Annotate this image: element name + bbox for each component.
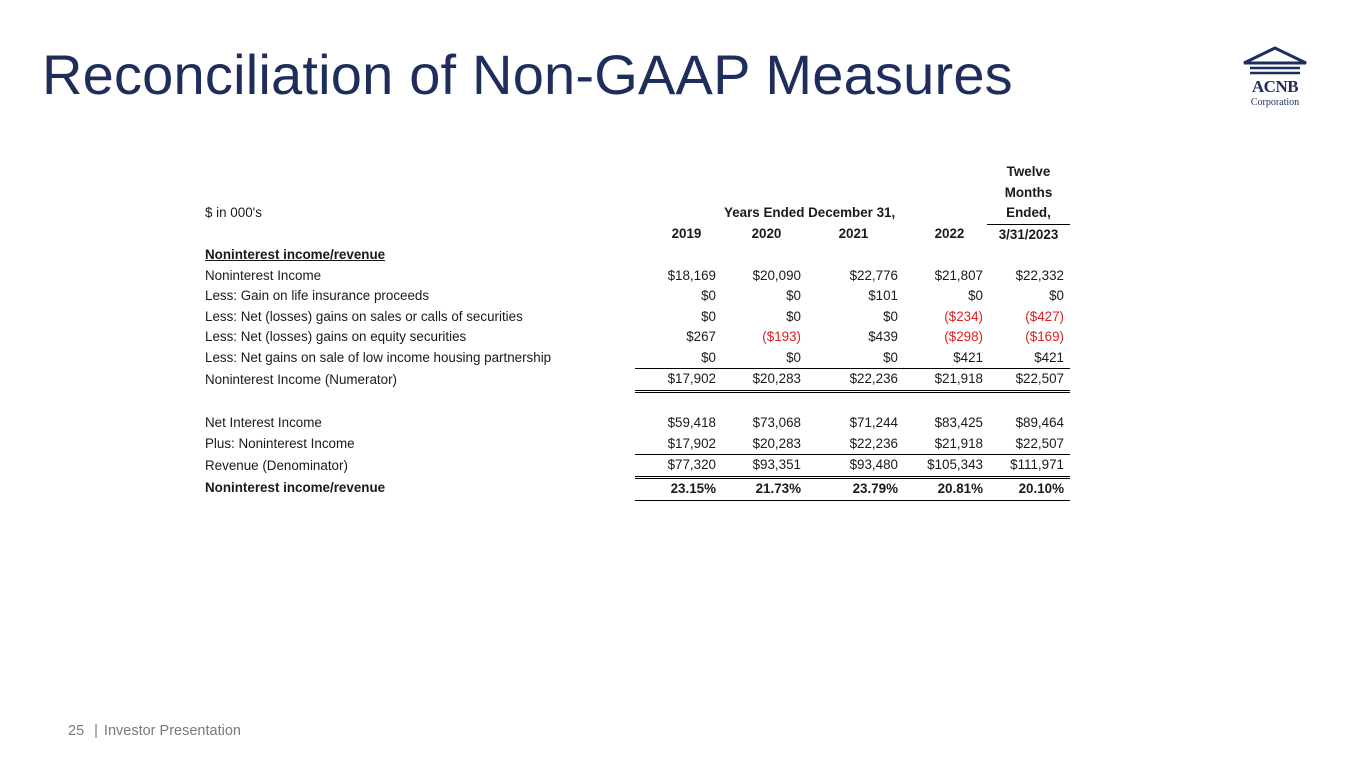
row-label: Noninterest income/revenue [205, 480, 386, 496]
cell: $59,418 [667, 415, 716, 430]
ttm-header-line-1: Twelve [1006, 164, 1051, 179]
table-row [205, 477, 1070, 500]
column-header: 2019 [671, 226, 702, 242]
cell: $73,068 [752, 415, 801, 430]
row-label: Net Interest Income [205, 415, 322, 430]
row-label: Plus: Noninterest Income [205, 435, 355, 451]
cell: $21,918 [902, 369, 987, 392]
section-title: Noninterest income/revenue [205, 247, 386, 262]
cell: $17,902 [635, 369, 720, 392]
unit-label: $ in 000's [205, 205, 262, 221]
cell: $22,507 [1015, 435, 1064, 451]
cell: $439 [868, 329, 898, 344]
cell: $20,090 [752, 267, 801, 283]
cell: $22,507 [987, 369, 1070, 392]
column-header: 2021 [838, 226, 869, 242]
cell: $22,332 [1015, 267, 1064, 283]
page-title: Reconciliation of Non-GAAP Measures [42, 43, 1013, 106]
table-row [205, 327, 1070, 348]
cell: $18,169 [667, 267, 716, 283]
cell: $93,351 [720, 455, 805, 478]
cell: $0 [1049, 288, 1064, 303]
table-row [205, 369, 1070, 392]
cell: $0 [883, 308, 898, 324]
logo-subtitle: Corporation [1250, 97, 1300, 108]
table-row [205, 286, 1070, 307]
cell: $20,283 [720, 369, 805, 392]
row-label: Less: Gain on life insurance proceeds [205, 288, 430, 303]
cell: ($193) [762, 329, 801, 344]
row-label: Less: Net (losses) gains on equity securities [205, 329, 467, 344]
cell: $71,244 [849, 415, 898, 430]
cell: $0 [786, 349, 801, 365]
cell: $0 [701, 308, 716, 324]
row-label: Noninterest Income (Numerator) [205, 371, 398, 387]
cell: 23.15% [635, 477, 720, 500]
reconciliation-table [205, 162, 1070, 501]
cell: 20.81% [902, 477, 987, 500]
cell: $0 [968, 288, 983, 303]
years-group-header: Years Ended December 31, [724, 205, 896, 221]
footer-text: Investor Presentation [103, 723, 241, 739]
column-header: 3/31/2023 [998, 226, 1059, 242]
row-label: Noninterest Income [205, 267, 322, 283]
cell: $0 [883, 349, 898, 365]
row-label: Less: Net (losses) gains on sales or calls of securities [205, 308, 523, 324]
page-number: 25 [68, 723, 85, 739]
column-header: 2022 [934, 226, 965, 242]
table-row [205, 455, 1070, 478]
cell: $0 [701, 349, 716, 365]
logo-name: ACNB [1251, 77, 1299, 96]
cell: $105,343 [902, 455, 987, 478]
cell: $83,425 [934, 415, 983, 430]
cell: ($427) [1025, 308, 1064, 324]
cell: $21,807 [934, 267, 983, 283]
cell: $21,918 [934, 435, 983, 451]
cell: $20,283 [752, 435, 801, 451]
cell: ($298) [944, 329, 983, 344]
cell: ($234) [944, 308, 983, 324]
company-logo [1240, 46, 1310, 112]
cell: $111,971 [987, 455, 1070, 478]
cell: $93,480 [805, 455, 902, 478]
cell: $22,776 [849, 267, 898, 283]
cell: $22,236 [805, 369, 902, 392]
cell: $17,902 [667, 435, 716, 451]
footer [68, 723, 241, 739]
cell: $22,236 [849, 435, 898, 451]
row-label: Less: Net gains on sale of low income housing partnership [205, 349, 552, 365]
footer-separator: | [94, 723, 98, 739]
cell: $0 [701, 288, 716, 303]
row-label: Revenue (Denominator) [205, 457, 348, 473]
column-header: 2020 [751, 226, 782, 242]
ttm-header-line-3: Ended, [987, 203, 1070, 224]
table-row [205, 307, 1070, 328]
cell: $267 [686, 329, 716, 344]
ttm-header-line-2: Months [1004, 184, 1053, 200]
cell: 21.73% [720, 477, 805, 500]
cell: $89,464 [1015, 415, 1064, 430]
cell: $0 [786, 288, 801, 303]
table-row [205, 434, 1070, 455]
cell: $421 [953, 349, 983, 365]
cell: $421 [1034, 349, 1064, 365]
table-row [205, 348, 1070, 369]
table-row [205, 413, 1070, 434]
cell: $101 [868, 288, 898, 303]
cell: $0 [786, 308, 801, 324]
cell: ($169) [1025, 329, 1064, 344]
cell: $77,320 [635, 455, 720, 478]
cell: 23.79% [805, 477, 902, 500]
table-row [205, 266, 1070, 287]
cell: 20.10% [987, 477, 1070, 500]
building-roof-icon [1240, 46, 1310, 78]
